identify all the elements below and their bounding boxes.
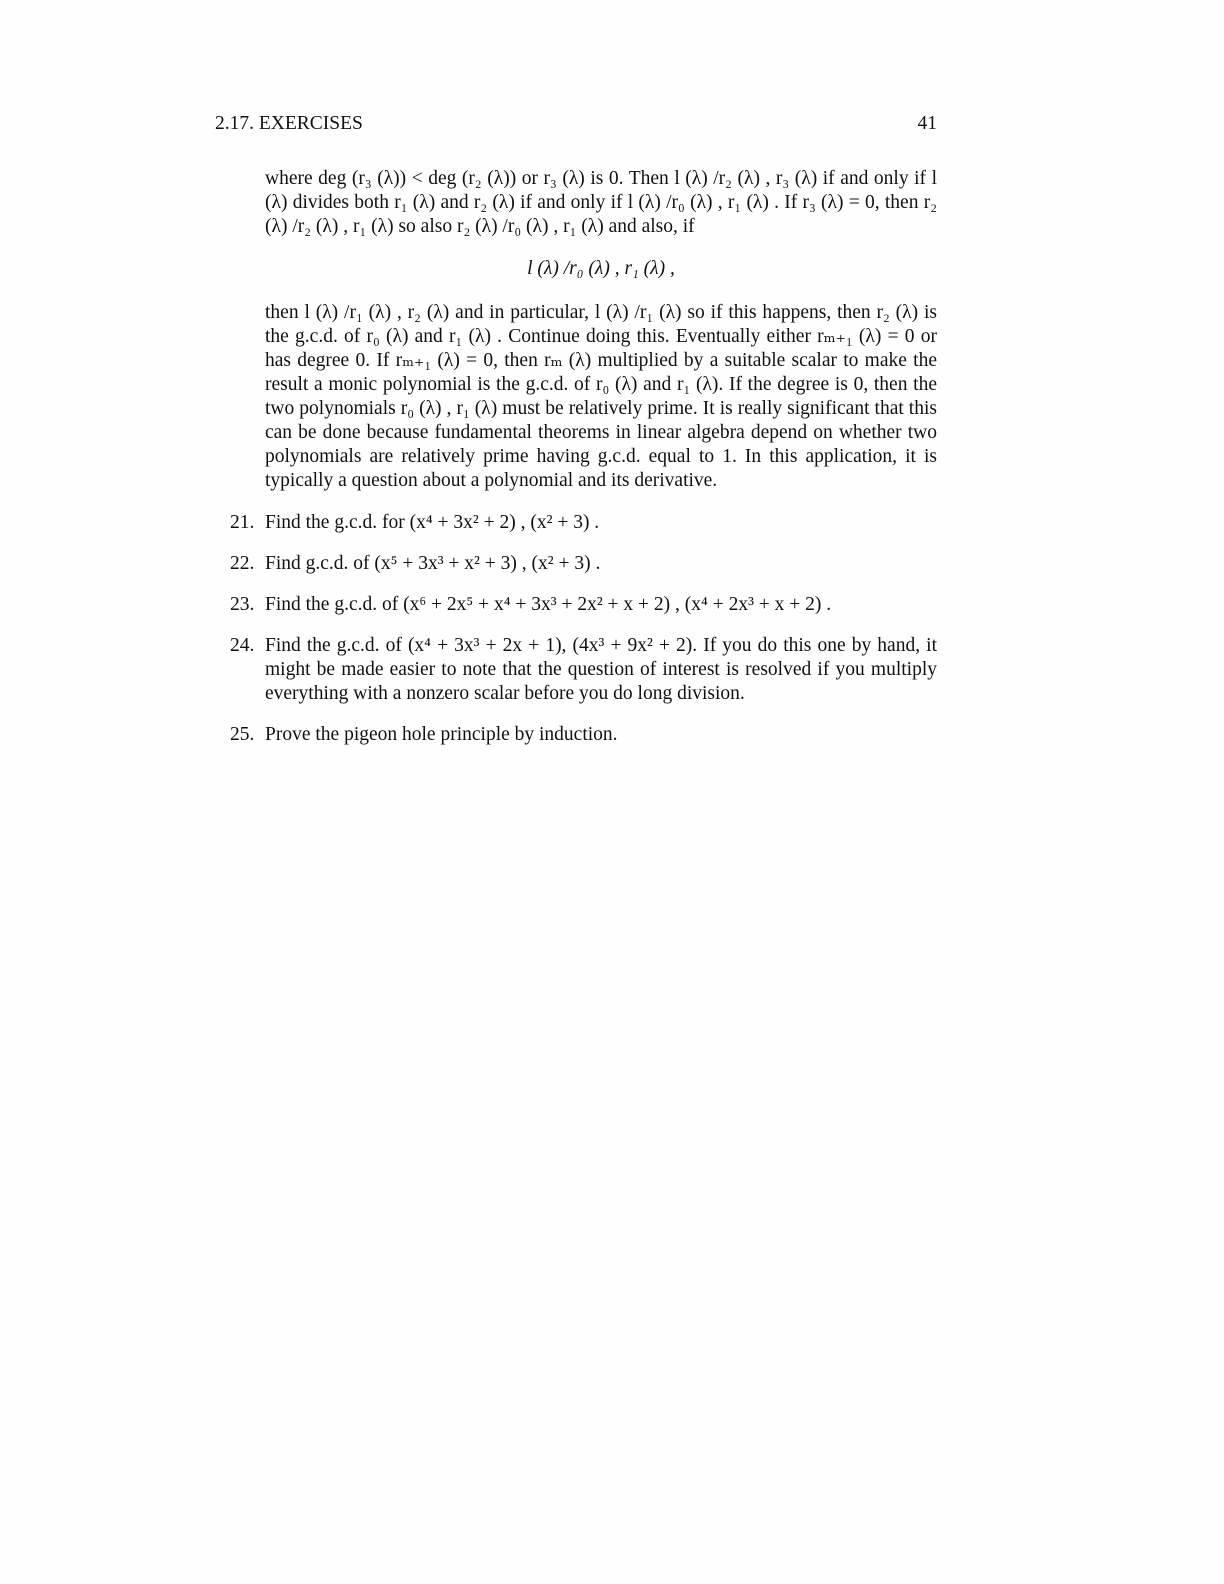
exercise-list bbox=[230, 511, 937, 747]
main-content bbox=[230, 167, 937, 764]
paragraph-1: where deg (r₃ (λ)) < deg (r₂ (λ)) or r₃ (λ) is 0. Then l (λ) /r₂ (λ) , r₃ (λ) if and only if l (λ) divides both r₁ (λ) and r₂ (λ) if and only if l (λ) /r₀ (λ) , r₁ (λ) . If r₃ (λ) = 0, then r₂ (λ) /r₂ (λ) , r₁ (λ) so also r₂ (λ) /r₀ (λ) , r₁ (λ) and also, if bbox=[265, 168, 937, 237]
exercise-text: Find the g.c.d. of (x⁶ + 2x⁵ + x⁴ + 3x³ + 2x² + x + 2) , (x⁴ + 2x³ + x + 2) . bbox=[265, 594, 832, 615]
exercise-text: Prove the pigeon hole principle by induction. bbox=[265, 724, 618, 745]
paragraph-2: then l (λ) /r₁ (λ) , r₂ (λ) and in particular, l (λ) /r₁ (λ) so if this happens, then r₂ (λ) is the g.c.d. of r₀ (λ) and r₁ (λ) . Continue doing this. Eventually either rₘ₊₁ (λ) = 0 or has degree 0. If rₘ₊₁ (λ) = 0, then rₘ (λ) multiplied by a suitable scalar to make the result a monic polynomial is the g.c.d. of r₀ (λ) and r₁ (λ). If the degree is 0, then the two polynomials r₀ (λ) , r₁ (λ) must be relatively prime. It is really significant that this can be done because fundamental theorems in linear algebra depend on whether two polynomials are relatively prime having g.c.d. equal to 1. In this application, it is typically a question about a polynomial and its derivative. bbox=[265, 302, 937, 491]
page-number: 41 bbox=[917, 113, 937, 134]
section-title: 2.17. EXERCISES bbox=[215, 113, 363, 134]
exercise-24 bbox=[230, 634, 937, 706]
exercise-21 bbox=[230, 511, 937, 535]
running-header bbox=[215, 113, 937, 135]
exercise-25 bbox=[230, 723, 937, 747]
exercise-text: Find the g.c.d. of (x⁴ + 3x³ + 2x + 1), (4x³ + 9x² + 2). If you do this one by hand, it might be made easier to note that the question of interest is resolved if you multiply everything with a nonzero scalar before you do long division. bbox=[265, 635, 937, 704]
display-equation: l (λ) /r₀ (λ) , r₁ (λ) , bbox=[527, 258, 675, 279]
exercise-text: Find the g.c.d. for (x⁴ + 3x² + 2) , (x² + 3) . bbox=[265, 512, 600, 533]
exercise-number: 24. bbox=[230, 635, 255, 656]
exercise-number: 23. bbox=[230, 594, 255, 615]
exercise-number: 21. bbox=[230, 512, 255, 533]
exercise-23 bbox=[230, 593, 937, 617]
exercise-text: Find g.c.d. of (x⁵ + 3x³ + x² + 3) , (x² + 3) . bbox=[265, 553, 601, 574]
exercise-number: 22. bbox=[230, 553, 255, 574]
exercise-22 bbox=[230, 552, 937, 576]
exercise-number: 25. bbox=[230, 724, 255, 745]
